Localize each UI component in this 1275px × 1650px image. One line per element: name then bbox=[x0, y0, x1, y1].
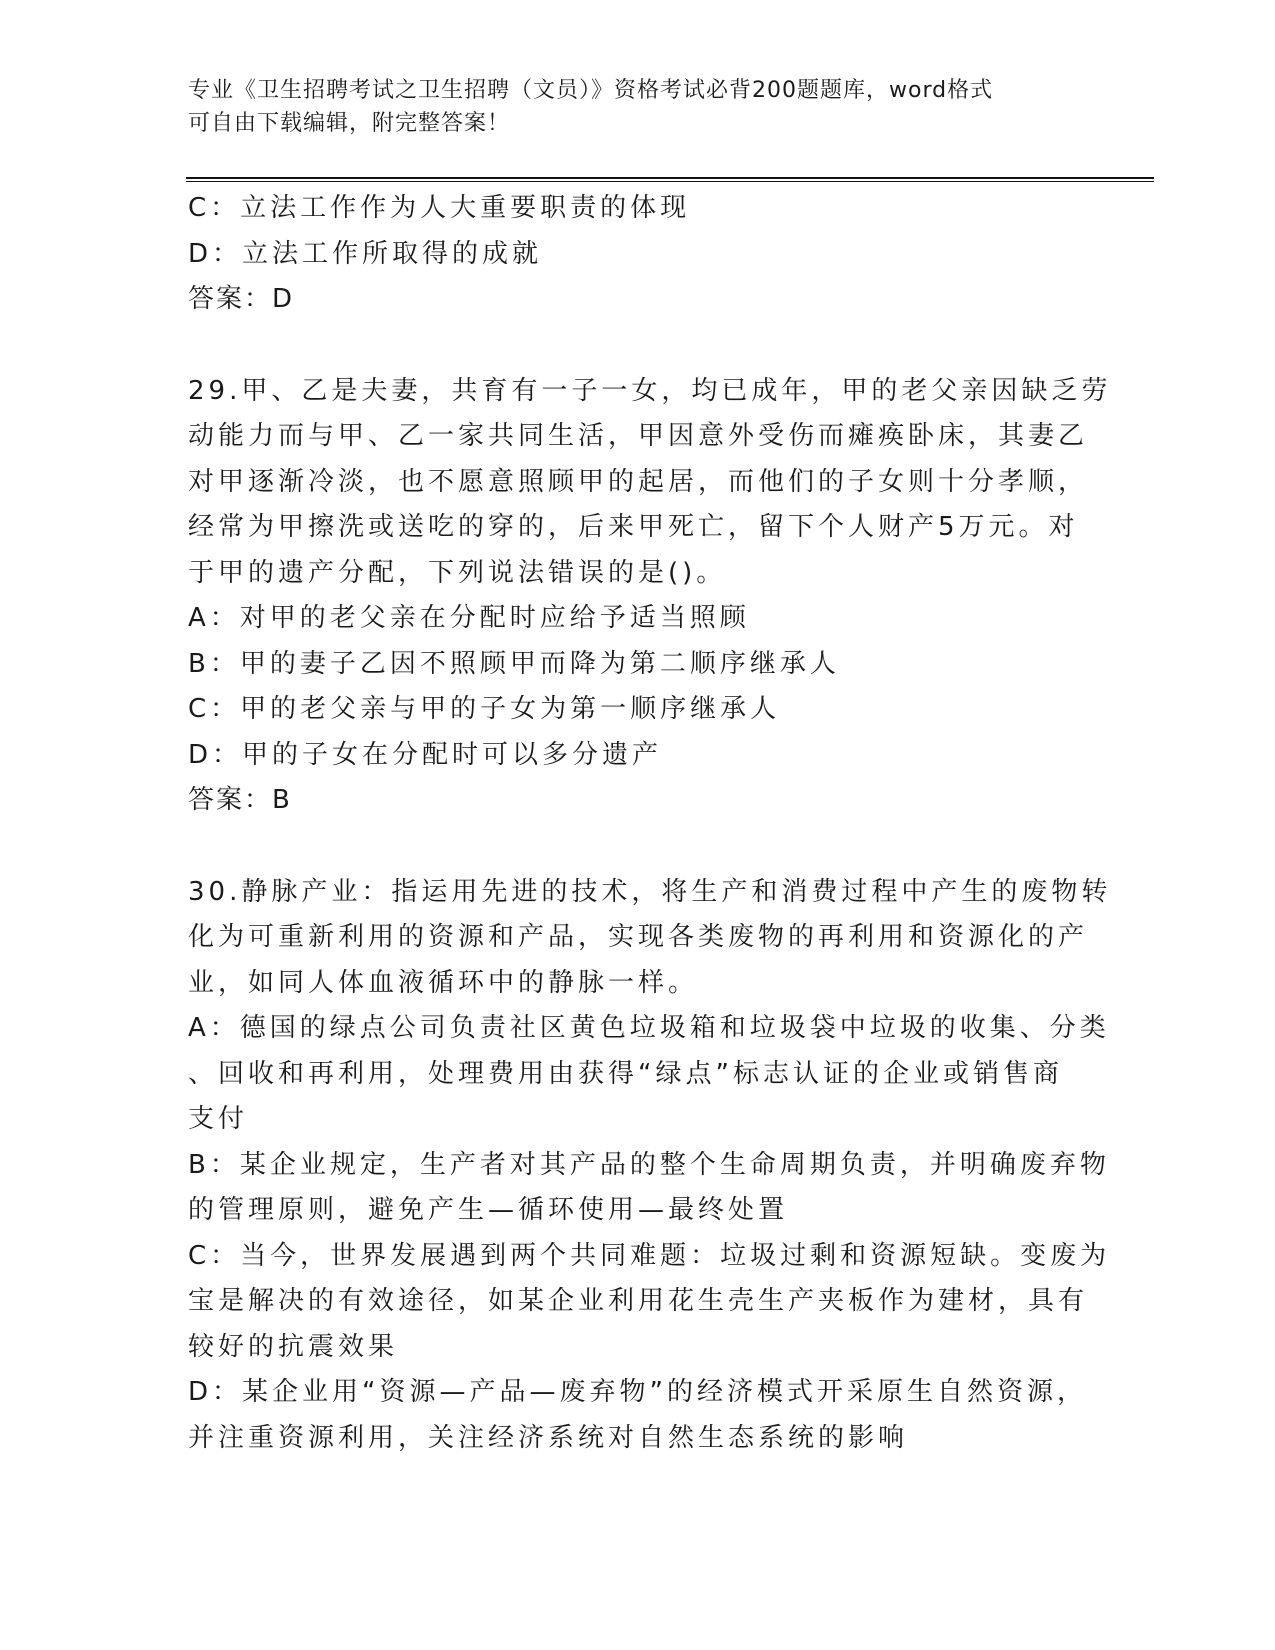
option-text-line: 的管理原则，避免产生—循环使用—最终处置 bbox=[188, 1195, 789, 1225]
question-text-line: 30.静脉产业：指运用先进的技术，将生产和消费过程中产生的废物转 bbox=[188, 876, 1112, 907]
option-a bbox=[188, 1006, 1110, 1143]
option-text-line: 宝是解决的有效途径，如某企业利用花生壳生产夹板作为建材，具有 bbox=[188, 1286, 1089, 1316]
option-text-line: 并注重资源利用，关注经济系统对自然生态系统的影响 bbox=[188, 1422, 909, 1453]
answer-label: 答案：B bbox=[188, 785, 292, 815]
question-29 bbox=[188, 369, 1112, 824]
option-text-line: 支付 bbox=[188, 1104, 249, 1134]
question-text-line: 对甲逐渐冷淡，也不愿意照顾甲的起居，而他们的子女则十分孝顺， bbox=[188, 466, 1089, 497]
question-30 bbox=[188, 870, 1112, 1462]
option-text-line: C：当今，世界发展遇到两个共同难题：垃圾过剩和资源短缺。变废为 bbox=[188, 1240, 1111, 1271]
option-text-line: B：某企业规定，生产者对其产品的整个生命周期负责，并明确废弃物 bbox=[188, 1149, 1110, 1180]
question-text-line: 业，如同人体血液循环中的静脉一样。 bbox=[188, 967, 699, 998]
document-header bbox=[188, 74, 1068, 140]
header-title-line-2: 可自由下载编辑，附完整答案！ bbox=[188, 111, 511, 136]
question-28-tail bbox=[188, 186, 1088, 323]
option-d: D：立法工作所取得的成就 bbox=[188, 238, 543, 269]
document-body bbox=[188, 186, 1112, 1461]
header-title-line-1: 专业《卫生招聘考试之卫生招聘（文员）》资格考试必背200题题库，word格式 bbox=[188, 78, 994, 103]
header-divider bbox=[186, 177, 1154, 182]
option-b: B：甲的妻子乙因不照顾甲而降为第二顺序继承人 bbox=[188, 648, 840, 679]
spacer bbox=[188, 824, 1088, 870]
answer-label: 答案：D bbox=[188, 284, 295, 314]
question-text-line: 29.甲、乙是夫妻，共育有一子一女，均已成年，甲的老父亲因缺乏劳 bbox=[188, 375, 1112, 406]
option-c bbox=[188, 1234, 1111, 1371]
option-d bbox=[188, 1370, 1088, 1461]
option-c: C：甲的老父亲与甲的子女为第一顺序继承人 bbox=[188, 694, 781, 724]
spacer bbox=[188, 323, 1088, 369]
option-d: D：甲的子女在分配时可以多分遗产 bbox=[188, 739, 663, 770]
question-text-line: 于甲的遗产分配，下列说法错误的是()。 bbox=[188, 557, 727, 588]
option-text-line: 较好的抗震效果 bbox=[188, 1331, 399, 1362]
question-text-line: 化为可重新利用的资源和产品，实现各类废物的再利用和资源化的产 bbox=[188, 922, 1089, 952]
option-text-line: 、回收和再利用，处理费用由获得“绿点”标志认证的企业或销售商 bbox=[188, 1058, 1063, 1089]
option-b bbox=[188, 1143, 1110, 1234]
question-text-line: 经常为甲擦洗或送吃的穿的，后来甲死亡，留下个人财产5万元。对 bbox=[188, 512, 1079, 542]
option-text-line: D：某企业用“资源—产品—废弃物”的经济模式开采原生自然资源， bbox=[188, 1377, 1087, 1407]
question-text-line: 动能力而与甲、乙一家共同生活，甲因意外受伤而瘫痪卧床，其妻乙 bbox=[188, 421, 1089, 451]
option-text-line: A：德国的绿点公司负责社区黄色垃圾箱和垃圾袋中垃圾的收集、分类 bbox=[188, 1013, 1110, 1043]
option-c: C：立法工作作为人大重要职责的体现 bbox=[188, 193, 691, 223]
option-a: A：对甲的老父亲在分配时应给予适当照顾 bbox=[188, 603, 750, 633]
